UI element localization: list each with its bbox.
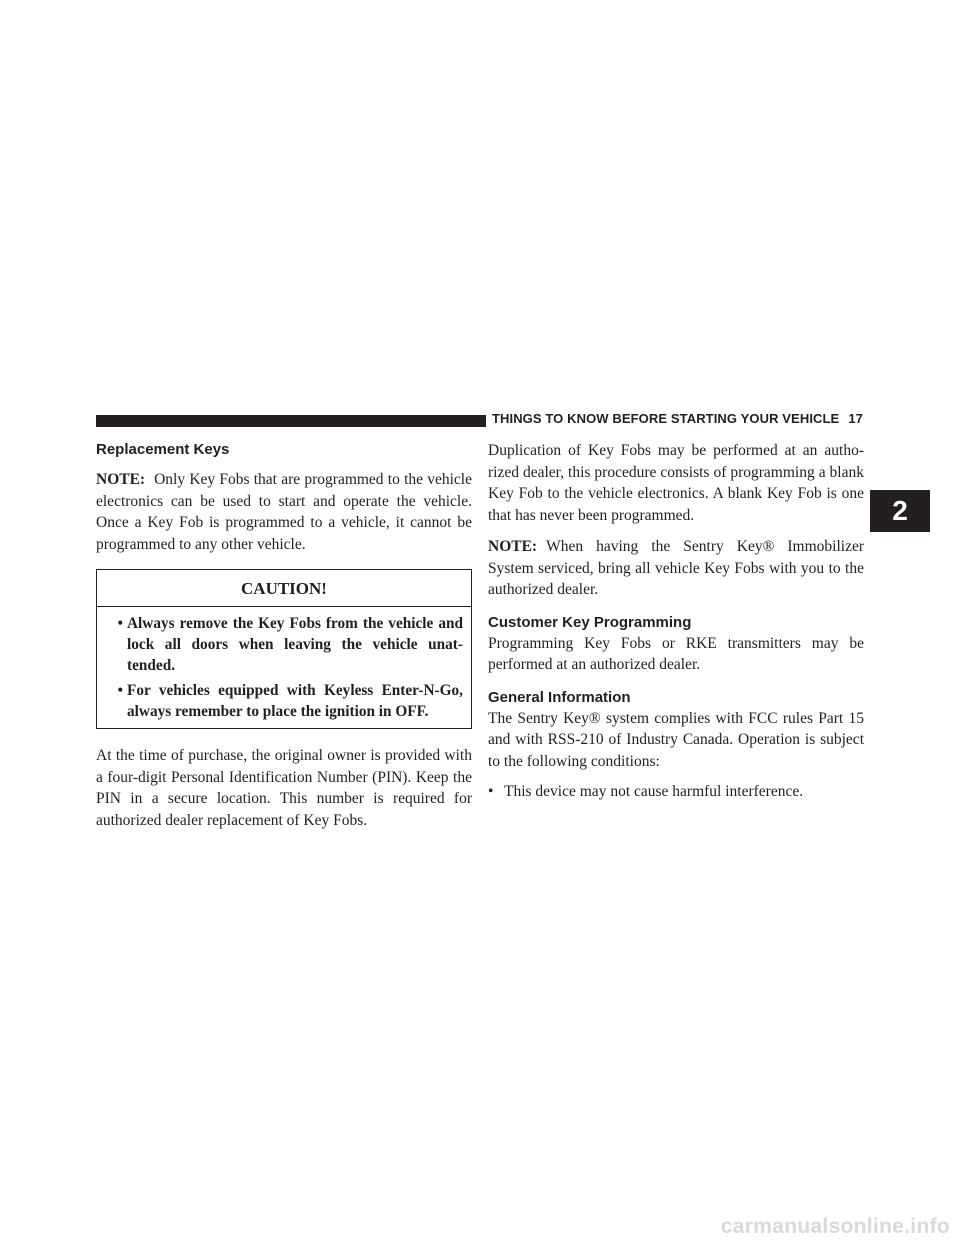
fcc-paragraph: The Sentry Key® system complies with FCC rules Part 15 and with RSS-210 of Industry Canada. Operation is subject to the following conditions: (488, 709, 864, 770)
right-column (488, 440, 864, 803)
left-column (96, 440, 472, 831)
list-item-text: This device may not cause harmful interference. (504, 783, 804, 800)
caution-item-text: For vehicles equipped with Keyless Enter-N-Go, always remember to place the ignition in OFF. (127, 682, 463, 720)
chapter-tab: 2 (870, 490, 930, 532)
pin-paragraph: At the time of purchase, the original owner is provided with a four-digit Personal Identification Number (PIN). Keep the PIN in a secure location. This number is required for authorized dealer replacement of Key Fobs. (96, 747, 472, 829)
heading-general-information: General Information (488, 688, 631, 706)
note-label: NOTE: (96, 471, 146, 488)
bullet-icon: • (117, 615, 123, 632)
running-header-title: THINGS TO KNOW BEFORE STARTING YOUR VEHICLE (491, 411, 840, 426)
caution-list (97, 607, 471, 728)
list-item (488, 781, 864, 803)
note-paragraph (488, 536, 864, 601)
caution-item-text: Always remove the Key Fobs from the vehicle and lock all doors when leaving the vehicle unat-tended. (127, 615, 463, 674)
caution-item (105, 613, 463, 676)
header-rule (96, 415, 486, 427)
note-text: Only Key Fobs that are programmed to the vehicle electronics can be used to start and operate the vehicle. Once a Key Fob is programmed to a vehicle, it cannot be programmed to any other vehicle. (96, 471, 472, 553)
note-paragraph (96, 469, 472, 555)
caution-title: CAUTION! (97, 570, 471, 607)
duplication-paragraph: Duplication of Key Fobs may be performed at an autho-rized dealer, this procedure consists of programming a blank Key Fob to the vehicle electronics. A blank Key Fob is one that has never been programmed. (488, 442, 864, 524)
note-text: When having the Sentry Key® Immobilizer System serviced, bring all vehicle Key Fobs with you to the authorized dealer. (488, 538, 864, 598)
caution-item (105, 680, 463, 722)
bullet-icon: • (117, 682, 123, 699)
caution-box (96, 569, 472, 729)
page-number: 17 (848, 411, 863, 426)
heading-customer-key-programming: Customer Key Programming (488, 613, 692, 631)
bullet-icon: • (488, 783, 494, 800)
running-header (491, 411, 863, 426)
note-label: NOTE: (488, 538, 538, 555)
heading-replacement-keys: Replacement Keys (96, 441, 230, 458)
programming-paragraph: Programming Key Fobs or RKE transmitters may be performed at an authorized dealer. (488, 634, 864, 673)
watermark: carmanualsonline.info (720, 1215, 950, 1238)
